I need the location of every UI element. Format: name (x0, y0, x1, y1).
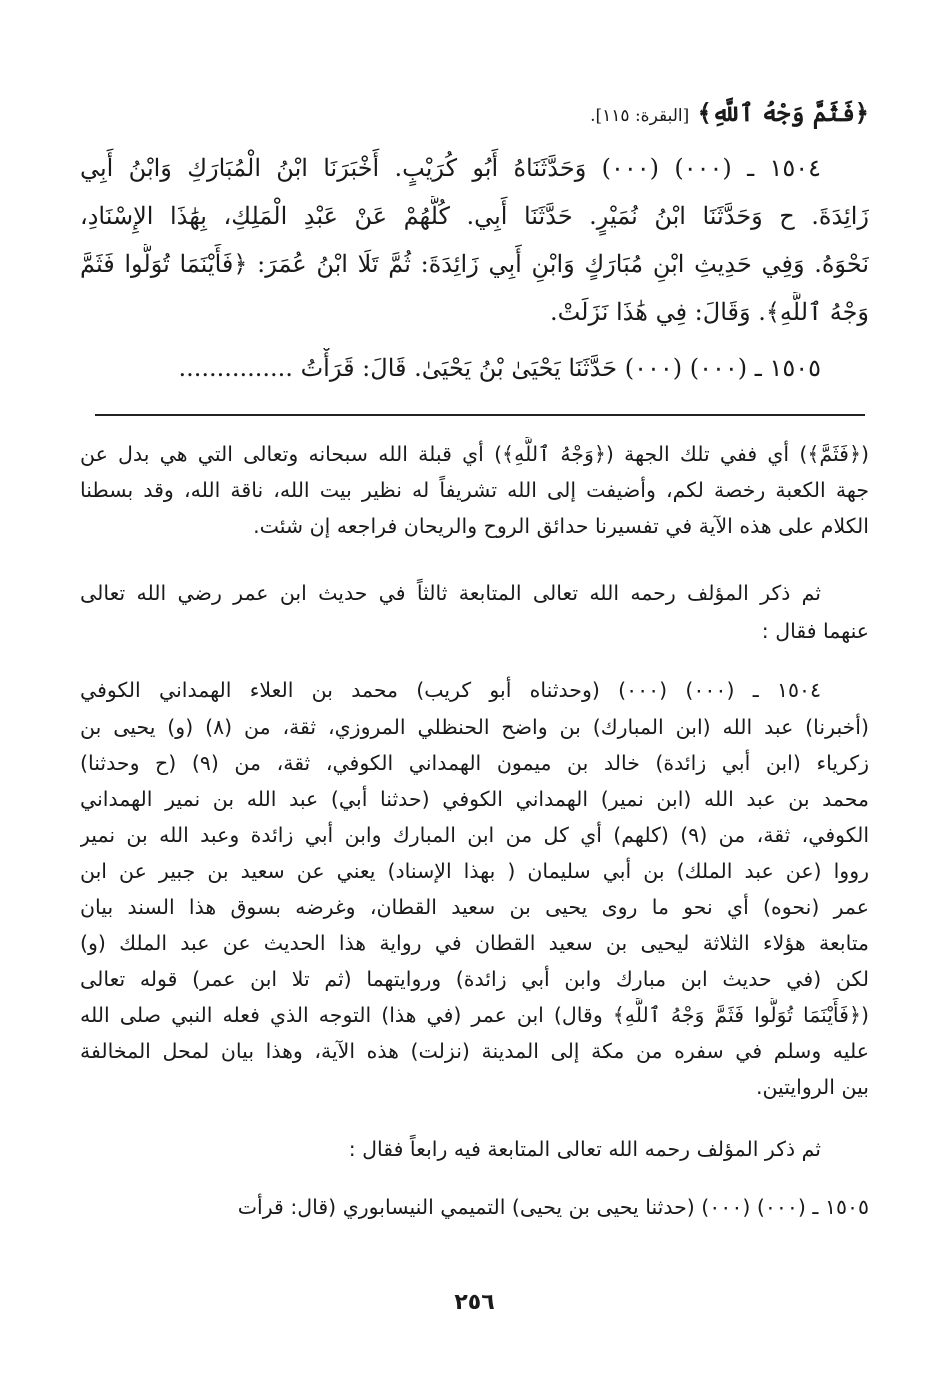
commentary-p2-line-1: ثم ذكر المؤلف رحمه الله تعالى المتابعة ثالثاً في حديث ابن عمر رضي الله تعالى (80, 581, 821, 605)
commentary-p3-line-2: (أخبرنا) عبد الله (ابن المبارك) بن واضح الحنظلي المروزي، ثقة، من (٨) (و) يحيى بن (80, 715, 869, 739)
commentary-p3-line-12: بين الروايتين. (755, 1075, 869, 1099)
main-line-2: زَائِدَةَ. ح وَحَدَّثَنَا ابْنُ نُمَيْرٍ. حَدَّثَنَا أَبِي. كُلُّهُمْ عَنْ عَبْدِ الْمَلِكِ، بِهَٰذَا الإِسْنَادِ، (80, 202, 869, 230)
commentary-p3-line-3: زكرياء (ابن أبي زائدة) خالد بن ميمون الهمداني الكوفي، ثقة، من (٩) (ح وحدثنا) (80, 751, 869, 775)
commentary-p3-line-11: عليه وسلم في سفره من مكة إلى المدينة (نزلت) هذه الآية، وهذا بيان لمحل المخالفة (80, 1039, 869, 1063)
commentary-p1-line-2: جهة الكعبة رخصة لكم، وأضيفت إلى الله تشريفاً له نظير بيت الله، ناقة الله، وقد بسطنا (80, 478, 869, 502)
commentary-p5-line-1: ١٥٠٥ ـ (٠٠٠) (٠٠٠) (حدثنا يحيى بن يحيى) التميمي النيسابوري (قال: قرأت (237, 1195, 869, 1219)
quran-verse: ﴿فَثَمَّ وَجْهُ ٱللَّهِ﴾ (697, 98, 869, 127)
main-top-line (80, 93, 869, 133)
commentary-p1-line-1: (﴿فَثَمَّ﴾) أي ففي تلك الجهة (﴿وَجْهُ ٱللَّهِ﴾) أي قبلة الله سبحانه وتعالى التي هي بدل عن (80, 442, 869, 466)
page-number: ٢٥٦ (454, 1290, 495, 1315)
commentary-p3-line-7: عمر (نحوه) أي نحو ما روى يحيى بن سعيد القطان، وغرضه بسوق هذا السند بيان (80, 895, 869, 919)
main-line-1: ١٥٠٤ ـ (٠٠٠) (٠٠٠) وَحَدَّثَنَاهُ أَبُو كُرَيْبٍ. أَخْبَرَنَا ابْنُ الْمُبَارَكِ وَابْنُ أَبِي (80, 154, 821, 182)
main-line-4: وَجْهُ ٱللَّهِ﴾. وَقَالَ: فِي هَٰذَا نَزَلَتْ. (549, 298, 869, 326)
commentary-p2-line-2: عنهما فقال : (761, 619, 869, 643)
commentary-p4-line-1: ثم ذكر المؤلف رحمه الله تعالى المتابعة فيه رابعاً فقال : (348, 1137, 821, 1161)
commentary-p3-line-6: رووا (عن عبد الملك) بن أبي سليمان ( بهذا الإسناد) يعني عن سعيد بن جبير عن ابن (80, 859, 869, 883)
commentary-p3-line-4: محمد بن عبد الله (ابن نمير) الهمداني الكوفي (حدثنا أبي) عبد الله بن نمير الهمداني (80, 787, 869, 811)
commentary-p3-line-1: ١٥٠٤ ـ (٠٠٠) (٠٠٠) (وحدثناه أبو كريب) محمد بن العلاء الهمداني الكوفي (80, 678, 821, 702)
verse-reference: [البقرة: ١١٥]. (590, 106, 690, 126)
main-line-3: نَحْوَهُ. وَفِي حَدِيثِ ابْنِ مُبَارَكٍ وَابْنِ أَبِي زَائِدَةَ: ثُمَّ تَلَا ابْنُ عُمَرَ: ﴿فَأَيْنَمَا تُوَلُّوا فَثَمَّ (80, 250, 869, 278)
commentary-p1-line-3: الكلام على هذه الآية في تفسيرنا حدائق الروح والريحان فراجعه إن شئت. (253, 514, 869, 538)
commentary-p3-line-10: (﴿فَأَيْنَمَا تُوَلُّوا فَثَمَّ وَجْهُ ٱللَّهِ﴾ وقال) ابن عمر (في هذا) التوجه الذي فعله النبي صلى الله (80, 1003, 869, 1027)
commentary-p3-line-8: متابعة هؤلاء الثلاثة ليحيى بن سعيد القطان في رواية هذا الحديث عن عبد الملك (و) (80, 931, 869, 955)
text-divider (95, 414, 865, 416)
main-line-5: ١٥٠٥ ـ (٠٠٠) (٠٠٠) حَدَّثَنَا يَحْيَىٰ بْنُ يَحْيَىٰ. قَالَ: قَرَأْتُ ............... (178, 354, 821, 382)
commentary-p3-line-5: الكوفي، ثقة، من (٩) (كلهم) أي كل من ابن المبارك وابن أبي زائدة وعبد الله بن نمير (80, 823, 869, 847)
commentary-p3-line-9: لكن (في حديث ابن مبارك وابن أبي زائدة) وروايتهما (ثم تلا ابن عمر) قوله تعالى (80, 967, 869, 991)
